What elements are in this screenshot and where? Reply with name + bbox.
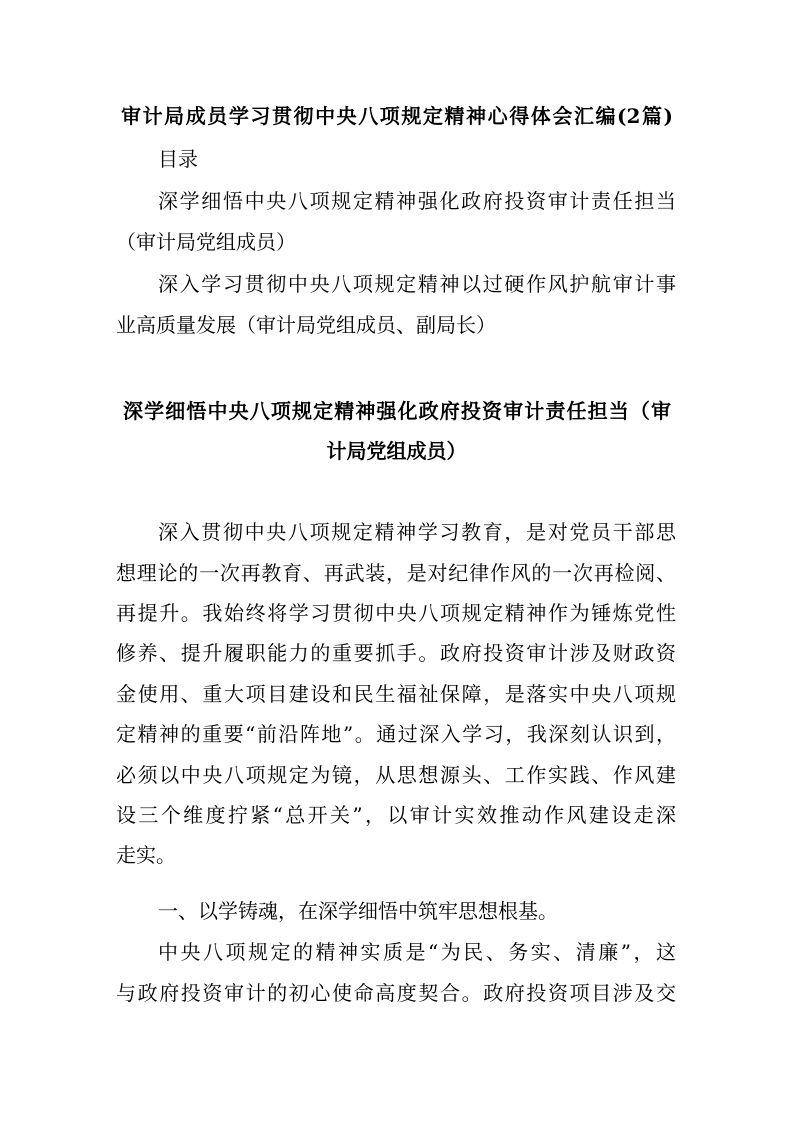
paragraph-1-line: 再提升。我始终将学习贯彻中央八项规定精神作为锤炼党性	[116, 601, 676, 625]
toc-heading: 目录	[158, 147, 198, 171]
toc-item-1-line2[interactable]: （审计局党组成员）	[116, 230, 296, 254]
paragraph-1-line: 走实。	[116, 843, 176, 867]
paragraph-1-line: 修养、提升履职能力的重要抓手。政府投资审计涉及财政资	[116, 641, 676, 665]
section-1-heading: 一、以学铸魂，在深学细悟中筑牢思想根基。	[158, 899, 558, 923]
toc-item-2-line2[interactable]: 业高质量发展（审计局党组成员、副局长）	[116, 313, 496, 337]
toc-item-2-line1[interactable]: 深入学习贯彻中央八项规定精神以过硬作风护航审计事	[158, 272, 676, 296]
article-title-line2: 计局党组成员）	[326, 439, 467, 463]
article-title-line1: 深学细悟中央八项规定精神强化政府投资审计责任担当（审	[123, 399, 671, 423]
paragraph-1-line: 定精神的重要“前沿阵地”。通过深入学习，我深刻认识到，	[116, 722, 676, 746]
toc-item-1-line1[interactable]: 深学细悟中央八项规定精神强化政府投资审计责任担当	[158, 189, 676, 213]
paragraph-1-line: 金使用、重大项目建设和民生福祉保障，是落实中央八项规	[116, 682, 676, 706]
paragraph-1-line: 想理论的一次再教育、再武装，是对纪律作风的一次再检阅、	[116, 561, 676, 585]
paragraph-1-line: 必须以中央八项规定为镜，从思想源头、工作实践、作风建	[116, 763, 676, 787]
paragraph-2-line: 中央八项规定的精神实质是“为民、务实、清廉”，这	[158, 940, 676, 964]
paragraph-1-line: 设三个维度拧紧“总开关”，以审计实效推动作风建设走深	[116, 803, 676, 827]
document-title: 审计局成员学习贯彻中央八项规定精神心得体会汇编(2篇)	[121, 104, 673, 128]
paragraph-1-line: 深入贯彻中央八项规定精神学习教育，是对党员干部思	[158, 520, 676, 544]
paragraph-2-line: 与政府投资审计的初心使命高度契合。政府投资项目涉及交	[116, 981, 676, 1005]
